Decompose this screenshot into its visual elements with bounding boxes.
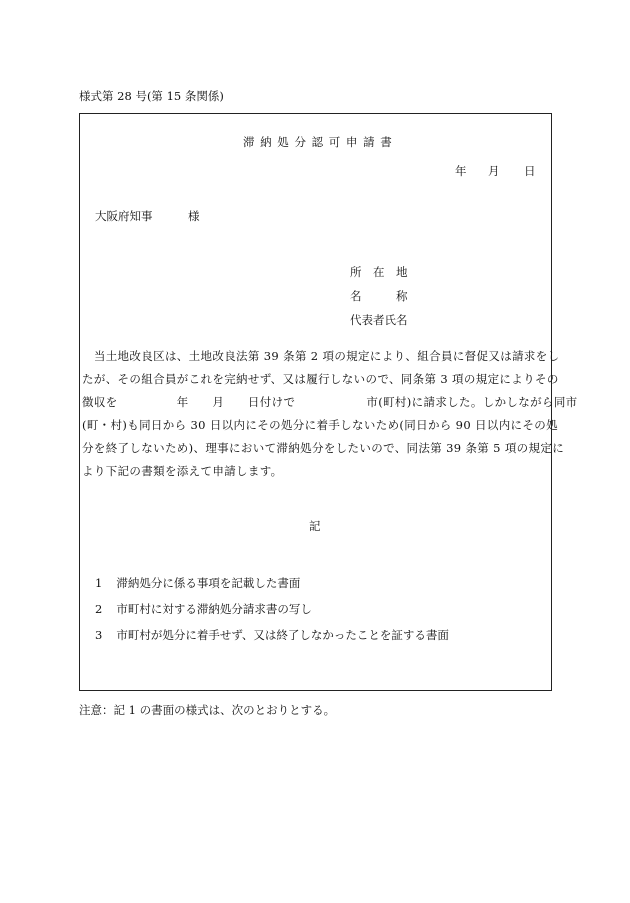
- body-line: より下記の書類を添えて申請します。: [82, 464, 283, 478]
- body-line: 当土地改良区は、土地改良法第 39 条第 2 項の規定により、組合員に督促又は請求をし: [82, 349, 560, 363]
- addressee-name: 大阪府知事: [95, 209, 153, 223]
- list-item-text: 市町村が処分に着手せず、又は終了しなかったことを証する書面: [116, 628, 449, 642]
- addressee-honorific: 様: [188, 209, 200, 223]
- applicant-address-label: 所 在 地: [350, 265, 408, 279]
- list-item-text: 市町村に対する滞納処分請求書の写し: [116, 602, 312, 616]
- list-item-number: 2: [95, 602, 103, 616]
- list-item: [95, 575, 300, 591]
- date-month: 月: [488, 164, 500, 178]
- date-day: 日: [524, 164, 536, 178]
- list-item-number: 3: [95, 628, 103, 642]
- ki-heading: 記: [309, 519, 321, 533]
- list-item: [95, 601, 312, 617]
- applicant-representative-label: 代表者氏名: [350, 313, 408, 327]
- list-item: [95, 627, 449, 643]
- body-line: 分を終了しないため)、理事において滞納処分をしたいので、同法第 39 条第 5 項の規定に: [82, 441, 565, 455]
- body-line: 徴収を 年 月 日付けで 市(町村)に請求した。しかしながら同市: [82, 395, 578, 409]
- form-number: 様式第 28 号(第 15 条関係): [79, 89, 224, 103]
- body-line: (町・村)も同日から 30 日以内にその処分に着手しないため(同日から 90 日以内にその処: [82, 418, 558, 432]
- applicant-name-label: 名 称: [350, 289, 408, 303]
- list-item-number: 1: [95, 576, 103, 590]
- list-item-text: 滞納処分に係る事項を記載した書面: [116, 576, 301, 590]
- date-year: 年: [455, 164, 467, 178]
- body-line: たが、その組合員がこれを完納せず、又は履行しないので、同条第 3 項の規定によりその: [82, 372, 559, 386]
- document-title: 滞 納 処 分 認 可 申 請 書: [243, 135, 393, 149]
- footnote: 注意：記 1 の書面の様式は、次のとおりとする。: [79, 703, 336, 717]
